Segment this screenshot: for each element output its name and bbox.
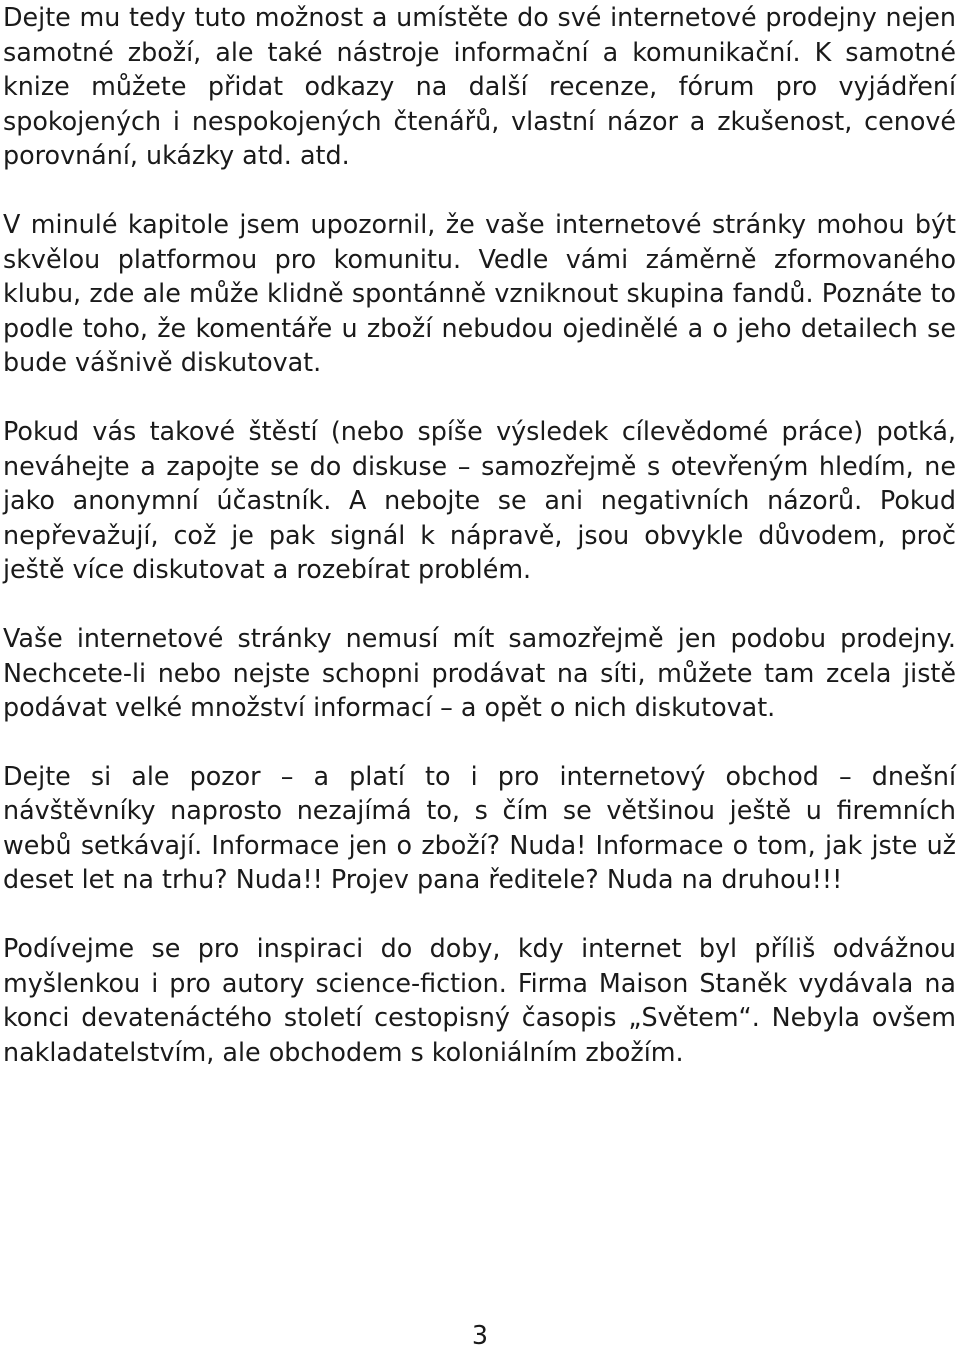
paragraph: Dejte mu tedy tuto možnost a umístěte do své internetové prodejny nejen samotné zboží, ale také nástroje informační a komunikační. K samotné knize můžete přidat odkazy na další recenze, fórum pro vyjádření spokojených i nespokojených čtenářů, vlastní názor a zkušenost, cenové porovnání, ukázky atd. atd. [3,2,956,171]
paragraph: Podívejme se pro inspiraci do doby, kdy internet byl příliš odvážnou myšlenkou i pro autory science-fiction. Firma Maison Staněk vydávala na konci devatenáctého století cestopisný časopis „Světem“. Nebyla ovšem nakladatelstvím, ale obchodem s koloniálním zbožím. [3,933,956,1067]
paragraph: V minulé kapitole jsem upozornil, že vaše internetové stránky mohou být skvělou platformou pro komunitu. Vedle vámi záměrně zformovaného klubu, zde ale může klidně spontánně vzniknout skupina fandů. Poznáte to podle toho, že komentáře u zboží nebudou ojedinělé a o jeho detailech se bude vášnivě diskutovat. [3,208,956,378]
paragraph: Dejte si ale pozor – a platí to i pro internetový obchod – dnešní návštěvníky naprosto nezajímá to, s čím se většinou ještě u firemních webů setkávají. Informace jen o zboží? Nuda! Informace o tom, jak jste už deset let na trhu? Nuda!! Projev pana ředitele? Nuda na druhou!!! [3,760,956,895]
paragraph: Pokud vás takové štěstí (nebo spíše výsledek cílevědomé práce) potká, neváhejte a zapojte se do diskuse – samozřejmě s otevřeným hledím, ne jako anonymní účastník. A nebojte se ani negativních názorů. Pokud nepřevažují, což je pak signál k nápravě, jsou obvykle důvodem, proč ještě více diskutovat a rozebírat problém. [3,415,956,585]
document-page [3,0,956,1069]
page-number: 3 [471,1320,489,1350]
paragraph: Vaše internetové stránky nemusí mít samozřejmě jen podobu prodejny. Nechcete-li nebo nejste schopni prodávat na síti, můžete tam zcela jistě podávat velké množství informací – a opět o nich diskutovat. [3,622,956,723]
